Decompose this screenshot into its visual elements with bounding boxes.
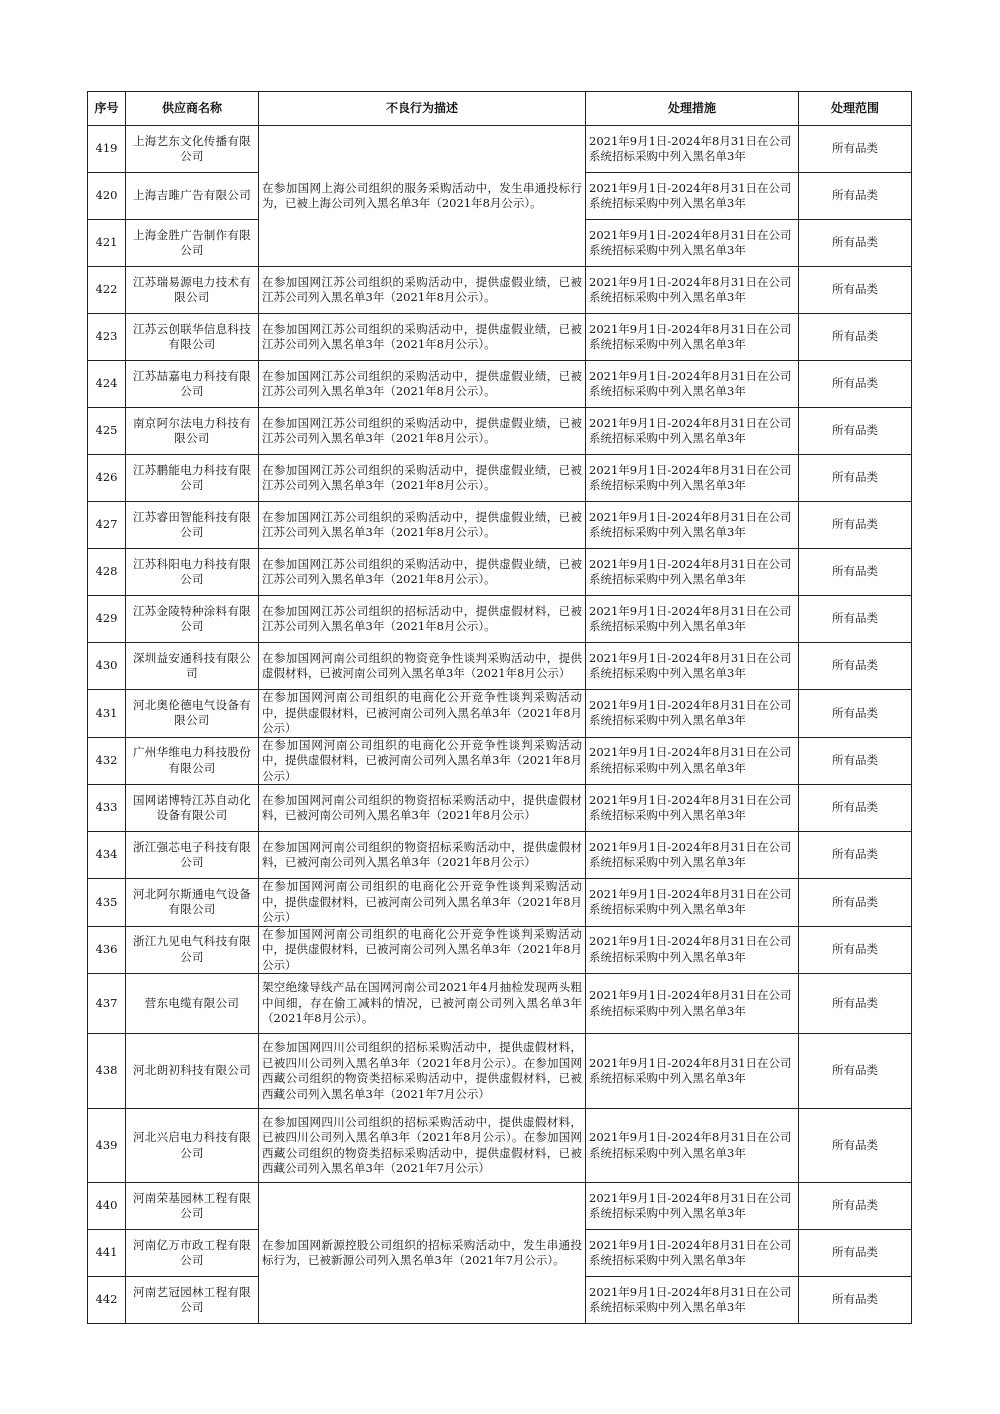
table-row xyxy=(88,455,912,502)
row-no: 430 xyxy=(88,643,126,690)
supplier-name: 河南艺冠园林工程有限公司 xyxy=(126,1277,259,1324)
row-no: 437 xyxy=(88,974,126,1034)
row-no: 425 xyxy=(88,408,126,455)
supplier-name: 浙江九见电气科技有限公司 xyxy=(126,926,259,974)
measure: 2021年9月1日-2024年8月31日在公司系统招标采购中列入黑名单3年 xyxy=(586,549,799,596)
row-no: 429 xyxy=(88,596,126,643)
scope: 所有品类 xyxy=(799,1183,912,1230)
measure: 2021年9月1日-2024年8月31日在公司系统招标采购中列入黑名单3年 xyxy=(586,361,799,408)
supplier-name: 上海艺东文化传播有限公司 xyxy=(126,126,259,173)
table-row xyxy=(88,314,912,361)
measure: 2021年9月1日-2024年8月31日在公司系统招标采购中列入黑名单3年 xyxy=(586,1277,799,1324)
row-no: 432 xyxy=(88,737,126,785)
row-no: 422 xyxy=(88,267,126,314)
violation-description: 在参加国网江苏公司组织的采购活动中，提供虚假业绩，已被江苏公司列入黑名单3年（2021年8月公示）。 xyxy=(259,502,586,549)
row-no: 436 xyxy=(88,926,126,974)
measure: 2021年9月1日-2024年8月31日在公司系统招标采购中列入黑名单3年 xyxy=(586,832,799,879)
supplier-name: 江苏喆嘉电力科技有限公司 xyxy=(126,361,259,408)
violation-description: 在参加国网河南公司组织的物资竞争性谈判采购活动中，提供虚假材料，已被河南公司列入黑名单3年（2021年8月公示） xyxy=(259,643,586,690)
scope: 所有品类 xyxy=(799,879,912,927)
table-row xyxy=(88,879,912,927)
row-no: 419 xyxy=(88,126,126,173)
supplier-name: 江苏鹏能电力科技有限公司 xyxy=(126,455,259,502)
table-row xyxy=(88,126,912,173)
scope: 所有品类 xyxy=(799,690,912,738)
table-row xyxy=(88,549,912,596)
table-row xyxy=(88,832,912,879)
violation-description: 在参加国网河南公司组织的电商化公开竞争性谈判采购活动中，提供虚假材料，已被河南公司列入黑名单3年（2021年8月公示） xyxy=(259,879,586,927)
violation-description: 在参加国网河南公司组织的电商化公开竞争性谈判采购活动中，提供虚假材料，已被河南公司列入黑名单3年（2021年8月公示） xyxy=(259,690,586,738)
table-row xyxy=(88,1109,912,1183)
violation-description: 在参加国网四川公司组织的招标采购活动中，提供虚假材料，已被四川公司列入黑名单3年（2021年8月公示）。在参加国网西藏公司组织的物资类招标采购活动中，提供虚假材料，已被西藏公司列入黑名单3年（2021年7月公示） xyxy=(259,1109,586,1183)
row-no: 420 xyxy=(88,173,126,220)
measure: 2021年9月1日-2024年8月31日在公司系统招标采购中列入黑名单3年 xyxy=(586,690,799,738)
table-row xyxy=(88,502,912,549)
supplier-name: 河南亿万市政工程有限公司 xyxy=(126,1230,259,1277)
table-row xyxy=(88,1183,912,1230)
supplier-name: 江苏金陵特种涂料有限公司 xyxy=(126,596,259,643)
scope: 所有品类 xyxy=(799,267,912,314)
scope: 所有品类 xyxy=(799,361,912,408)
row-no: 426 xyxy=(88,455,126,502)
measure: 2021年9月1日-2024年8月31日在公司系统招标采购中列入黑名单3年 xyxy=(586,596,799,643)
supplier-name: 深圳益安通科技有限公司 xyxy=(126,643,259,690)
supplier-name: 江苏云创联华信息科技有限公司 xyxy=(126,314,259,361)
violation-description: 在参加国网新源控股公司组织的招标采购活动中，发生串通投标行为，已被新源公司列入黑名单3年（2021年7月公示）。 xyxy=(259,1183,586,1324)
row-no: 423 xyxy=(88,314,126,361)
row-no: 438 xyxy=(88,1034,126,1109)
measure: 2021年9月1日-2024年8月31日在公司系统招标采购中列入黑名单3年 xyxy=(586,785,799,832)
scope: 所有品类 xyxy=(799,408,912,455)
measure: 2021年9月1日-2024年8月31日在公司系统招标采购中列入黑名单3年 xyxy=(586,314,799,361)
measure: 2021年9月1日-2024年8月31日在公司系统招标采购中列入黑名单3年 xyxy=(586,1034,799,1109)
header-supplier: 供应商名称 xyxy=(126,92,259,126)
measure: 2021年9月1日-2024年8月31日在公司系统招标采购中列入黑名单3年 xyxy=(586,737,799,785)
row-no: 427 xyxy=(88,502,126,549)
row-no: 439 xyxy=(88,1109,126,1183)
supplier-name: 河南荣基园林工程有限公司 xyxy=(126,1183,259,1230)
table-row xyxy=(88,361,912,408)
supplier-name: 南京阿尔法电力科技有限公司 xyxy=(126,408,259,455)
violation-description: 在参加国网上海公司组织的服务采购活动中，发生串通投标行为，已被上海公司列入黑名单3年（2021年8月公示）。 xyxy=(259,126,586,267)
violation-description: 在参加国网江苏公司组织的采购活动中，提供虚假业绩，已被江苏公司列入黑名单3年（2021年8月公示）。 xyxy=(259,314,586,361)
measure: 2021年9月1日-2024年8月31日在公司系统招标采购中列入黑名单3年 xyxy=(586,879,799,927)
header-no: 序号 xyxy=(88,92,126,126)
measure: 2021年9月1日-2024年8月31日在公司系统招标采购中列入黑名单3年 xyxy=(586,974,799,1034)
scope: 所有品类 xyxy=(799,1230,912,1277)
scope: 所有品类 xyxy=(799,502,912,549)
scope: 所有品类 xyxy=(799,926,912,974)
supplier-name: 广州华维电力科技股份有限公司 xyxy=(126,737,259,785)
scope: 所有品类 xyxy=(799,1034,912,1109)
violation-description: 在参加国网江苏公司组织的采购活动中，提供虚假业绩，已被江苏公司列入黑名单3年（2021年8月公示）。 xyxy=(259,408,586,455)
row-no: 421 xyxy=(88,220,126,267)
blacklist-table xyxy=(87,91,912,1324)
violation-description: 在参加国网江苏公司组织的采购活动中，提供虚假业绩，已被江苏公司列入黑名单3年（2021年8月公示）。 xyxy=(259,361,586,408)
header-scope: 处理范围 xyxy=(799,92,912,126)
supplier-name: 江苏瑞易源电力技术有限公司 xyxy=(126,267,259,314)
measure: 2021年9月1日-2024年8月31日在公司系统招标采购中列入黑名单3年 xyxy=(586,926,799,974)
header-description: 不良行为描述 xyxy=(259,92,586,126)
table-row xyxy=(88,596,912,643)
measure: 2021年9月1日-2024年8月31日在公司系统招标采购中列入黑名单3年 xyxy=(586,220,799,267)
table-row xyxy=(88,643,912,690)
scope: 所有品类 xyxy=(799,314,912,361)
supplier-name: 江苏睿田智能科技有限公司 xyxy=(126,502,259,549)
scope: 所有品类 xyxy=(799,220,912,267)
supplier-name: 河北奥伦德电气设备有限公司 xyxy=(126,690,259,738)
header-row xyxy=(88,92,912,126)
violation-description: 在参加国网江苏公司组织的采购活动中，提供虚假业绩，已被江苏公司列入黑名单3年（2021年8月公示）。 xyxy=(259,267,586,314)
violation-description: 在参加国网河南公司组织的物资招标采购活动中，提供虚假材料，已被河南公司列入黑名单3年（2021年8月公示） xyxy=(259,832,586,879)
row-no: 442 xyxy=(88,1277,126,1324)
row-no: 424 xyxy=(88,361,126,408)
row-no: 440 xyxy=(88,1183,126,1230)
supplier-name: 浙江强芯电子科技有限公司 xyxy=(126,832,259,879)
supplier-name: 河北兴启电力科技有限公司 xyxy=(126,1109,259,1183)
scope: 所有品类 xyxy=(799,173,912,220)
supplier-name: 河北朗初科技有限公司 xyxy=(126,1034,259,1109)
measure: 2021年9月1日-2024年8月31日在公司系统招标采购中列入黑名单3年 xyxy=(586,1183,799,1230)
scope: 所有品类 xyxy=(799,549,912,596)
table-row xyxy=(88,737,912,785)
scope: 所有品类 xyxy=(799,126,912,173)
scope: 所有品类 xyxy=(799,596,912,643)
measure: 2021年9月1日-2024年8月31日在公司系统招标采购中列入黑名单3年 xyxy=(586,455,799,502)
scope: 所有品类 xyxy=(799,455,912,502)
violation-description: 在参加国网河南公司组织的电商化公开竞争性谈判采购活动中，提供虚假材料，已被河南公司列入黑名单3年（2021年8月公示） xyxy=(259,737,586,785)
violation-description: 在参加国网江苏公司组织的采购活动中，提供虚假业绩，已被江苏公司列入黑名单3年（2021年8月公示）。 xyxy=(259,455,586,502)
scope: 所有品类 xyxy=(799,785,912,832)
row-no: 433 xyxy=(88,785,126,832)
violation-description: 架空绝缘导线产品在国网河南公司2021年4月抽检发现两头粗中间细，存在偷工减料的情况，已被河南公司列入黑名单3年（2021年8月公示）。 xyxy=(259,974,586,1034)
table-row xyxy=(88,974,912,1034)
measure: 2021年9月1日-2024年8月31日在公司系统招标采购中列入黑名单3年 xyxy=(586,1109,799,1183)
scope: 所有品类 xyxy=(799,643,912,690)
table-row xyxy=(88,785,912,832)
measure: 2021年9月1日-2024年8月31日在公司系统招标采购中列入黑名单3年 xyxy=(586,408,799,455)
measure: 2021年9月1日-2024年8月31日在公司系统招标采购中列入黑名单3年 xyxy=(586,126,799,173)
row-no: 428 xyxy=(88,549,126,596)
measure: 2021年9月1日-2024年8月31日在公司系统招标采购中列入黑名单3年 xyxy=(586,267,799,314)
row-no: 431 xyxy=(88,690,126,738)
table-row xyxy=(88,408,912,455)
table-row xyxy=(88,690,912,738)
violation-description: 在参加国网四川公司组织的招标采购活动中，提供虚假材料，已被四川公司列入黑名单3年（2021年8月公示）。在参加国网西藏公司组织的物资类招标采购活动中，提供虚假材料，已被西藏公司列入黑名单3年（2021年7月公示） xyxy=(259,1034,586,1109)
table-row xyxy=(88,926,912,974)
scope: 所有品类 xyxy=(799,832,912,879)
scope: 所有品类 xyxy=(799,1109,912,1183)
supplier-name: 上海吉雎广告有限公司 xyxy=(126,173,259,220)
supplier-name: 上海金胜广告制作有限公司 xyxy=(126,220,259,267)
table-row xyxy=(88,267,912,314)
supplier-name: 营东电缆有限公司 xyxy=(126,974,259,1034)
scope: 所有品类 xyxy=(799,737,912,785)
measure: 2021年9月1日-2024年8月31日在公司系统招标采购中列入黑名单3年 xyxy=(586,643,799,690)
supplier-name: 江苏科阳电力科技有限公司 xyxy=(126,549,259,596)
violation-description: 在参加国网江苏公司组织的采购活动中，提供虚假业绩，已被江苏公司列入黑名单3年（2021年8月公示）。 xyxy=(259,549,586,596)
row-no: 441 xyxy=(88,1230,126,1277)
scope: 所有品类 xyxy=(799,974,912,1034)
measure: 2021年9月1日-2024年8月31日在公司系统招标采购中列入黑名单3年 xyxy=(586,173,799,220)
row-no: 434 xyxy=(88,832,126,879)
supplier-name: 河北阿尔斯通电气设备有限公司 xyxy=(126,879,259,927)
table-row xyxy=(88,1034,912,1109)
violation-description: 在参加国网河南公司组织的电商化公开竞争性谈判采购活动中，提供虚假材料，已被河南公司列入黑名单3年（2021年8月公示） xyxy=(259,926,586,974)
violation-description: 在参加国网江苏公司组织的招标活动中，提供虚假材料，已被江苏公司列入黑名单3年（2021年8月公示）。 xyxy=(259,596,586,643)
supplier-name: 国网诺博特江苏自动化设备有限公司 xyxy=(126,785,259,832)
row-no: 435 xyxy=(88,879,126,927)
measure: 2021年9月1日-2024年8月31日在公司系统招标采购中列入黑名单3年 xyxy=(586,1230,799,1277)
header-measure: 处理措施 xyxy=(586,92,799,126)
violation-description: 在参加国网河南公司组织的物资招标采购活动中，提供虚假材料，已被河南公司列入黑名单3年（2021年8月公示） xyxy=(259,785,586,832)
scope: 所有品类 xyxy=(799,1277,912,1324)
measure: 2021年9月1日-2024年8月31日在公司系统招标采购中列入黑名单3年 xyxy=(586,502,799,549)
